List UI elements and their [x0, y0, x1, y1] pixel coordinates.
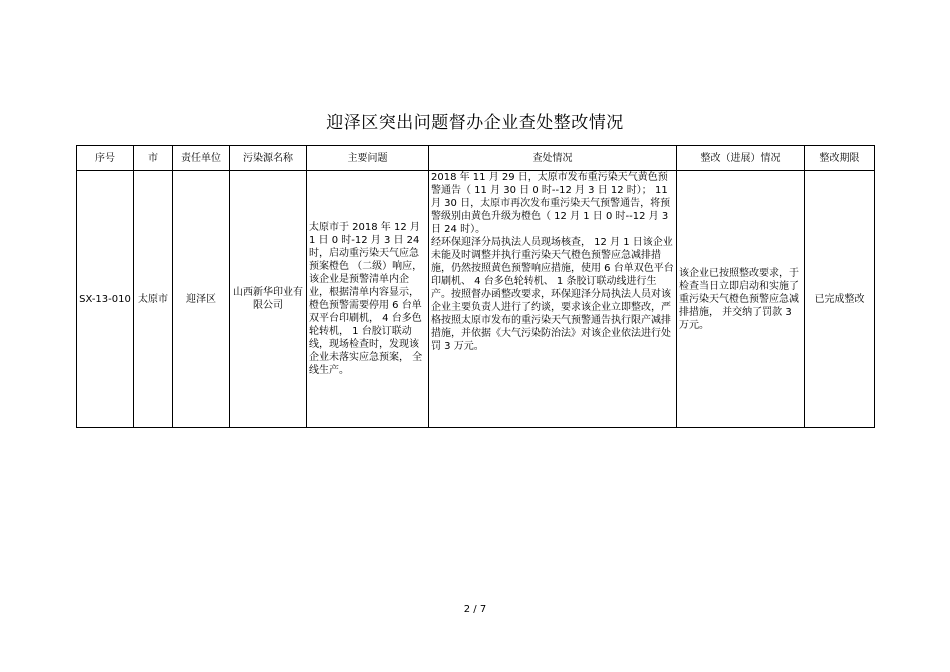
header-progress: 整改（进展）情况 — [677, 146, 805, 171]
cell-serial: SX-13-010 — [77, 171, 134, 428]
table-header-row — [77, 146, 875, 171]
rectification-table — [76, 145, 875, 428]
header-deadline: 整改期限 — [805, 146, 875, 171]
header-city: 市 — [134, 146, 173, 171]
cell-handling: 2018 年 11 月 29 日，太原市发布重污染天气黄色预警通告（ 11 月 30 日 0 时--12 月 3 日 12 时）； 11 月 30 日，太原市再次发布重污染天气预警通告，将预警级别由黄色升级为橙色（ 12 月 1 日 0 时--12 月 3 日 24 时）。 经环保迎泽分局执法人员现场核查， 12 月 1 日该企业未能及时调整并执行重污染天气橙色预警应急减排措施，仍然按照黄色预警响应措施，使用 6 台单双色平台印刷机、 4 台多色轮转机、 1 条胶订联动线进行生产。按照督办函整改要求，环保迎泽分局执法人员对该企业主要负责人进行了约谈，要求该企业立即整改，严格按照太原市发布的重污染天气预警通告执行限产减排措施，并依据《大气污染防治法》对该企业依法进行处罚 3 万元。 — [429, 171, 677, 428]
header-handling: 查处情况 — [429, 146, 677, 171]
cell-progress: 该企业已按照整改要求，于检查当日立即启动和实施了重污染天气橙色预警应急减排措施， 并交纳了罚款 3 万元。 — [677, 171, 805, 428]
cell-deadline: 已完成整改 — [805, 171, 875, 428]
cell-source: 山西新华印业有限公司 — [230, 171, 307, 428]
page-number: 2 / 7 — [463, 604, 487, 615]
header-serial: 序号 — [77, 146, 134, 171]
cell-city: 太原市 — [134, 171, 173, 428]
header-source: 污染源名称 — [230, 146, 307, 171]
cell-problem: 太原市于 2018 年 12 月 1 日 0 时-12 月 3 日 24 时，启动重污染天气应急预案橙色 （二级）响应，该企业是预警清单内企业，根据清单内容显示，橙色预警需要停用 6 台单双平台印刷机， 4 台多色轮转机， 1 台胶订联动线，现场检查时，发现该企业未落实应急预案， 全线生产。 — [307, 171, 429, 428]
header-unit: 责任单位 — [173, 146, 230, 171]
table-row — [77, 171, 875, 428]
cell-unit: 迎泽区 — [173, 171, 230, 428]
document-title: 迎泽区突出问题督办企业查处整改情况 — [326, 113, 624, 133]
header-problem: 主要问题 — [307, 146, 429, 171]
